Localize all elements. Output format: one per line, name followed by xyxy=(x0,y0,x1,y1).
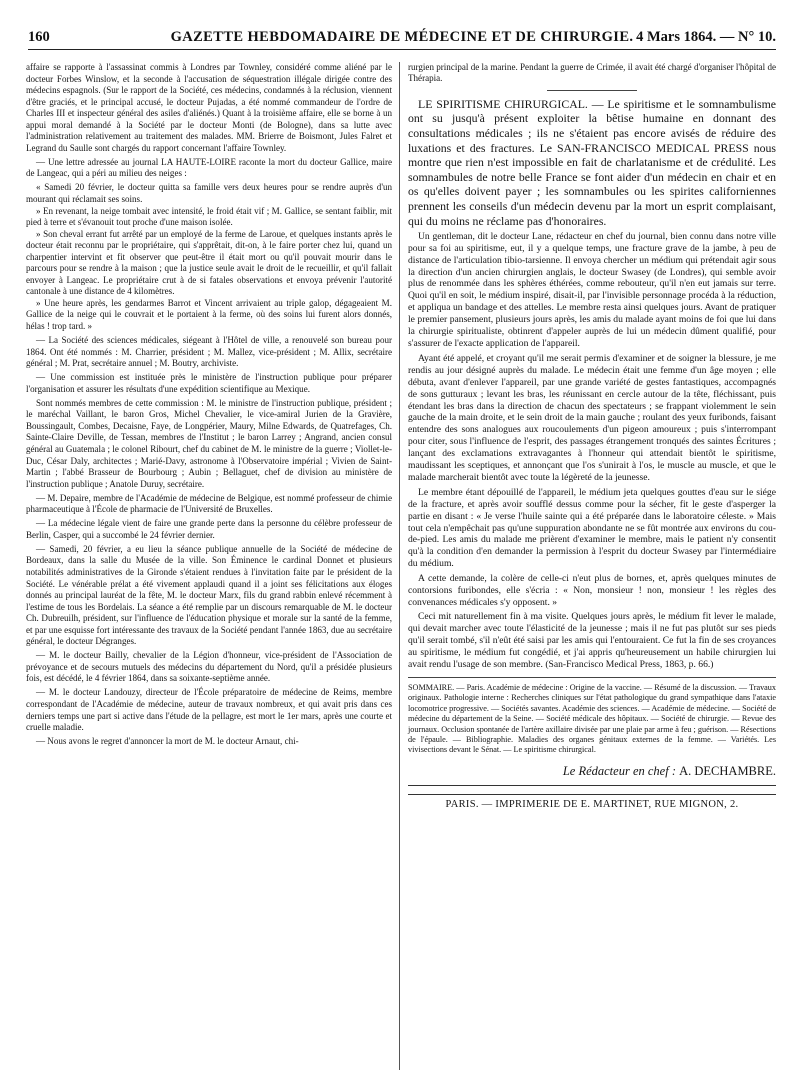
paragraph: A cette demande, la colère de celle-ci n'eut plus de bornes, et, après quelques minutes de contorsions furibondes, elle s'écria : « Non, monsieur ! non, monsieur ! les règles des convenances médicales s'y opposent. » xyxy=(408,572,776,608)
paragraph: « Samedi 20 février, le docteur quitta sa famille vers deux heures pour se rendre auprès d'un mourant qui réclamait ses soins. xyxy=(26,182,392,205)
journal-title: GAZETTE HEBDOMADAIRE DE MÉDECINE ET DE CHIRURGIE. xyxy=(170,29,634,45)
paragraph: — La médecine légale vient de faire une grande perte dans la personne du célèbre professeur de Berlin, Casper, qui a succombé le 24 février dernier. xyxy=(26,518,392,540)
paragraph: — Nous avons le regret d'annoncer la mort de M. le docteur Arnaut, chi- xyxy=(36,736,299,747)
printer-imprint: PARIS. — IMPRIMERIE DE E. MARTINET, RUE MIGNON, 2. xyxy=(408,794,776,810)
section-separator xyxy=(547,90,637,91)
paragraph: — M. le docteur Landouzy, directeur de l'École préparatoire de médecine de Reims, membre correspondant de l'Académie de médecine, auteur de travaux nombreux, et qui avait pris dans ces derniers temps une part si active dans l'étude de la pellagre, est mort le 1er mars, après une courte et cruelle maladie. xyxy=(26,687,392,733)
paragraph: Un gentleman, dit le docteur Lane, rédacteur en chef du journal, bien connu dans notre ville pour sa foi au spiritisme, eut, il y a quelque temps, une fracture grave de la jambe, à peu de distance de l'articulation tibio-tarsienne. Il envoya chercher un médium qui prétendait agir sous la direction d'un ancien chirurgien anglais, le docteur Swasey (de Londres), qui semble avoir plus de renommée dans les sphères éthérées, comme rebouteur, qu'il n'en eut jamais sur terre. Quoi qu'il en soit, le médium inspiré, disait-il, par l'invisible personnage procéda à la réduction, et appliqua un bandage et des attelles. Le membre resta ainsi quelques jours. Avant de pratiquer le premier pansement, plusieurs jours après, les amis du malade ayant moins de foi que lui dans la chirurgie spiritualiste, obtinrent d'appeler auprès de lui un médecin dûment qualifié, pour s'assurer de l'exacte application de l'appareil. xyxy=(408,230,776,350)
right-column xyxy=(408,62,776,1072)
column-divider xyxy=(399,62,400,1070)
paragraph: » Une heure après, les gendarmes Barrot et Vincent arrivaient au triple galop, dégageaient M. Gallice de la neige qui le couvrait et le portaient à la ferme, où des soins lui furent alors donnés, hélas ! trop tard. » xyxy=(26,297,392,332)
editor-signature xyxy=(408,764,776,786)
paragraph: affaire se rapporte à l'assassinat commis à Londres par Townley, considéré comme aliéné par le docteur Forbes Winslow, et la seconde à l'accusation de séquestration illégale dirigée contre des médecins espagnols. (Sur le rapport de la Société, ces médecins, condamnés à la réclusion, viennent d'être graciés, et le principal accusé, le docteur Pujadas, a été nommé commandeur de l'ordre de Charles III et inspecteur général des asiles d'aliénés.) Quant à la troisième affaire, elle se borne à un appui moral demandé à la Société par le docteur Monti (de Bologne), dans sa lutte avec l'administration relativement au traitement des malades. MM. Brierre de Boismont, Jules Falret et Legrand du Saulle sont chargés du rapport concernant l'affaire Townley. xyxy=(26,62,392,153)
paragraph: — Samedi, 20 février, a eu lieu la séance publique annuelle de la Société de médecine de Bordeaux, dans la salle du Musée de la ville. Son Éminence le cardinal Donnet et plusieurs notabilités administratives de la Gironde s'étaient rendues à l'invitation faite par le président de la Société. Le vénérable prélat a été vivement applaudi quand il a joint ses félicitations aux éloges donnés au principal lauréat de la fête, M. le docteur Marx, fils du grand rabbin enlevé récemment à l'estime de tous les Bordelais. La séance a été remplie par un discours remarquable de M. le docteur Ch. Dubreuilh, président, sur l'influence de l'éducation physique et morale sur la santé de la femme, et par une esquisse fort intéressante des travaux de la Société pendant l'année 1863, due au secrétaire général, le docteur Dégranges. xyxy=(26,543,392,647)
paragraph: — La Société des sciences médicales, siégeant à l'Hôtel de ville, a renouvelé son bureau pour 1864. Ont été nommés : M. Charrier, président ; M. Mallez, vice-président ; M. Allix, secrétaire général ; M. Prat, secrétaire annuel ; M. Boutry, archiviste. xyxy=(26,335,392,369)
paragraph: — M. le docteur Bailly, chevalier de la Légion d'honneur, vice-président de l'Association de prévoyance et de secours mutuels des médecins du département du Nord, qu'il a présidée plusieurs fois, est décédé, le 4 février 1864, dans sa soixante-septième année. xyxy=(26,650,392,684)
editor-label: Le Rédacteur en chef : xyxy=(562,763,676,778)
paragraph: » En revenant, la neige tombait avec intensité, le froid était vif ; M. Gallice, se sentant faiblir, mit pied à terre et s'évanouit tout proche d'une maison isolée. xyxy=(26,205,392,228)
left-column xyxy=(26,62,392,1072)
paragraph: » Son cheval errant fut arrêté par un employé de la ferme de Laroue, et quelques instants après le docteur était reconnu par le propriétaire, qui s'apprêtait, dit-on, à le faire porter chez lui, quand un charpentier intervint et fit observer que peut-être il était mort ou qu'il pouvait mourir dans le parcours pour se rendre à la maison ; que la justice seule avait le droit de le recueillir, et qu'il fallait envoyer à Langeac. Le propriétaire crut à de si fatales observations et envoya prévenir l'autorité cantonale à une distance de 4 kilomètres. xyxy=(26,228,392,297)
paragraph: — Une lettre adressée au journal LA HAUTE-LOIRE raconte la mort du docteur Gallice, maire de Langeac, qui a péri au milieu des neiges : xyxy=(26,156,392,179)
paragraph: Ayant été appelé, et croyant qu'il me serait permis d'examiner et de soigner la blessure, je me rendis au jour désigné auprès du malade. Le médecin était une femme d'un âge moyen ; elle débuta, avant d'enlever l'appareil, par une grande variété de gestes fantastiques, accompagnés de sons gutturaux ; levant les bras, les réunissant en cercle autour de la tête, fléchissant, puis étendant les bras dans la direction de chacun des spectateurs ; se frappant violemment le sein gauche de la main droite, et le sein droit de la main gauche ; roulant des yeux furibonds, faisant entendre des sons analogues aux roucoulements d'un pigeon amoureux ; puis s'interrompant pour citer, sous l'influence de l'esprit, des passages étrangement tronqués des saintes Écritures ; lançant des exclamations extravagantes à l'honneur qui attendait bientôt le spiritisme, maudissant les sceptiques, et annonçant que l'os s'unirait à l'os, le muscle au muscle, et que le malade marcherait bientôt avec toute la légèreté de la jeunesse. xyxy=(408,352,776,484)
article-lead: LE SPIRITISME CHIRURGICAL. — Le spiritisme et le somnambulisme ont su jusqu'à présent exploiter la bêtise humaine en donnant des consultations médicales ; ils ne s'étaient pas encore avisés de réduire des luxations et des fractures. Le SAN-FRANCISCO MEDICAL PRESS nous montre que rien n'est impossible en fait de charlatanisme et de crédulité. Les somnambules de notre belle France se font aider d'un médecin en chair et en os qu'elles doivent payer ; les somnambules ou les spirites californiennes prennent les conseils d'un médecin devenu par la mort un esprit complaisant, qui du moins ne réclame pas d'honoraires. xyxy=(408,96,776,228)
paragraph: Ceci mit naturellement fin à ma visite. Quelques jours après, le médium fit lever le malade, qui devait marcher avec toute l'élasticité de la jeunesse ; mais il ne fut pas plutôt sur ses pieds qu'il serait tombé, s'il n'eût été saisi par les amis qui l'entouraient. Ce fut la fin de ses croyances au spiritisme, le médium fut congédié, et j'ai appris qu'heureusement un habile chirurgien lui avait rendu l'usage de son membre. (San-Francisco Medical Press, 1863, p. 66.) xyxy=(408,611,776,671)
paragraph: rurgien principal de la marine. Pendant la guerre de Crimée, il avait été chargé d'organiser l'hôpital de Thérapia. xyxy=(408,62,776,84)
issue-date: 4 Mars 1864. — N° 10. xyxy=(636,29,776,45)
table-of-contents: SOMMAIRE. — Paris. Académie de médecine : Origine de la vaccine. — Résumé de la discussion. — Travaux originaux. Pathologie interne : Recherches cliniques sur l'état pathologique du grand sympathique dans l'ataxie locomotrice progressive. — Sociétés savantes. Académie des sciences. — Académie de médecine. — Société de médecine du département de la Seine. — Société médicale des hôpitaux. — Société de chirurgie. — Revue des journaux. Occlusion spontanée de l'artère axillaire divisée par une plaie par arme à feu ; guérison. — Résections de l'épaule. — Bibliographie. Maladies des organes génitaux externes de la femme. — Variétés. Les vivisections devant le Sénat. — Le spiritisme chirurgical. xyxy=(408,677,776,756)
paragraph: — Une commission est instituée près le ministère de l'instruction publique pour préparer l'organisation et assurer les résultats d'une expédition scientifique au Mexique. xyxy=(26,372,392,394)
editor-name: A. DECHAMBRE. xyxy=(679,763,776,778)
paragraph: Sont nommés membres de cette commission : M. le ministre de l'instruction publique, président ; le maréchal Vaillant, le baron Gros, Michel Chevalier, le vice-amiral Jurien de la Gravière, Boussingault, Combes, Decaisne, Faye, de Longpérier, Maury, Milne Edwards, de Quatrefages, Ch. Sainte-Claire Deville, de Tessan, membres de l'Institut ; le baron Larrey ; Angrand, ancien consul général au Guatemala ; le colonel Ribourt, chef du cabinet de M. le ministre de la guerre ; Viollet-le-Duc, César Daly, architectes ; Marié-Davy, astronome à l'Observatoire impérial ; Vivien de Saint-Martin ; l'abbé Brasseur de Bourbourg ; Aubin ; Bellaguet, chef de division au ministère de l'instruction publique ; Anatole Duruy, secrétaire. xyxy=(26,397,392,489)
page-header xyxy=(28,24,776,50)
page-number: 160 xyxy=(28,29,50,45)
paragraph: Le membre étant dépouillé de l'appareil, le médium jeta quelques gouttes d'eau sur le siége de la fracture, et après avoir soufflé dessus comme pour la sécher, fit le geste d'asperger la partie en disant : « Je verse l'huile sainte qui a été préparée dans le laboratoire céleste. » Mais tout cela n'empêchait pas qu'une suppuration abondante ne se fût montrée aux environs du cou-de-pied. Les amis du malade me prièrent d'examiner le membre, mais le patient n'y consentit qu'à la condition d'en demander la permission à l'esprit du docteur Swasey par l'intermédiaire du médium. xyxy=(408,486,776,570)
paragraph: — M. Depaire, membre de l'Académie de médecine de Belgique, est nommé professeur de chimie pharmaceutique à l'École de pharmacie de l'Université de Bruxelles. xyxy=(26,492,392,515)
